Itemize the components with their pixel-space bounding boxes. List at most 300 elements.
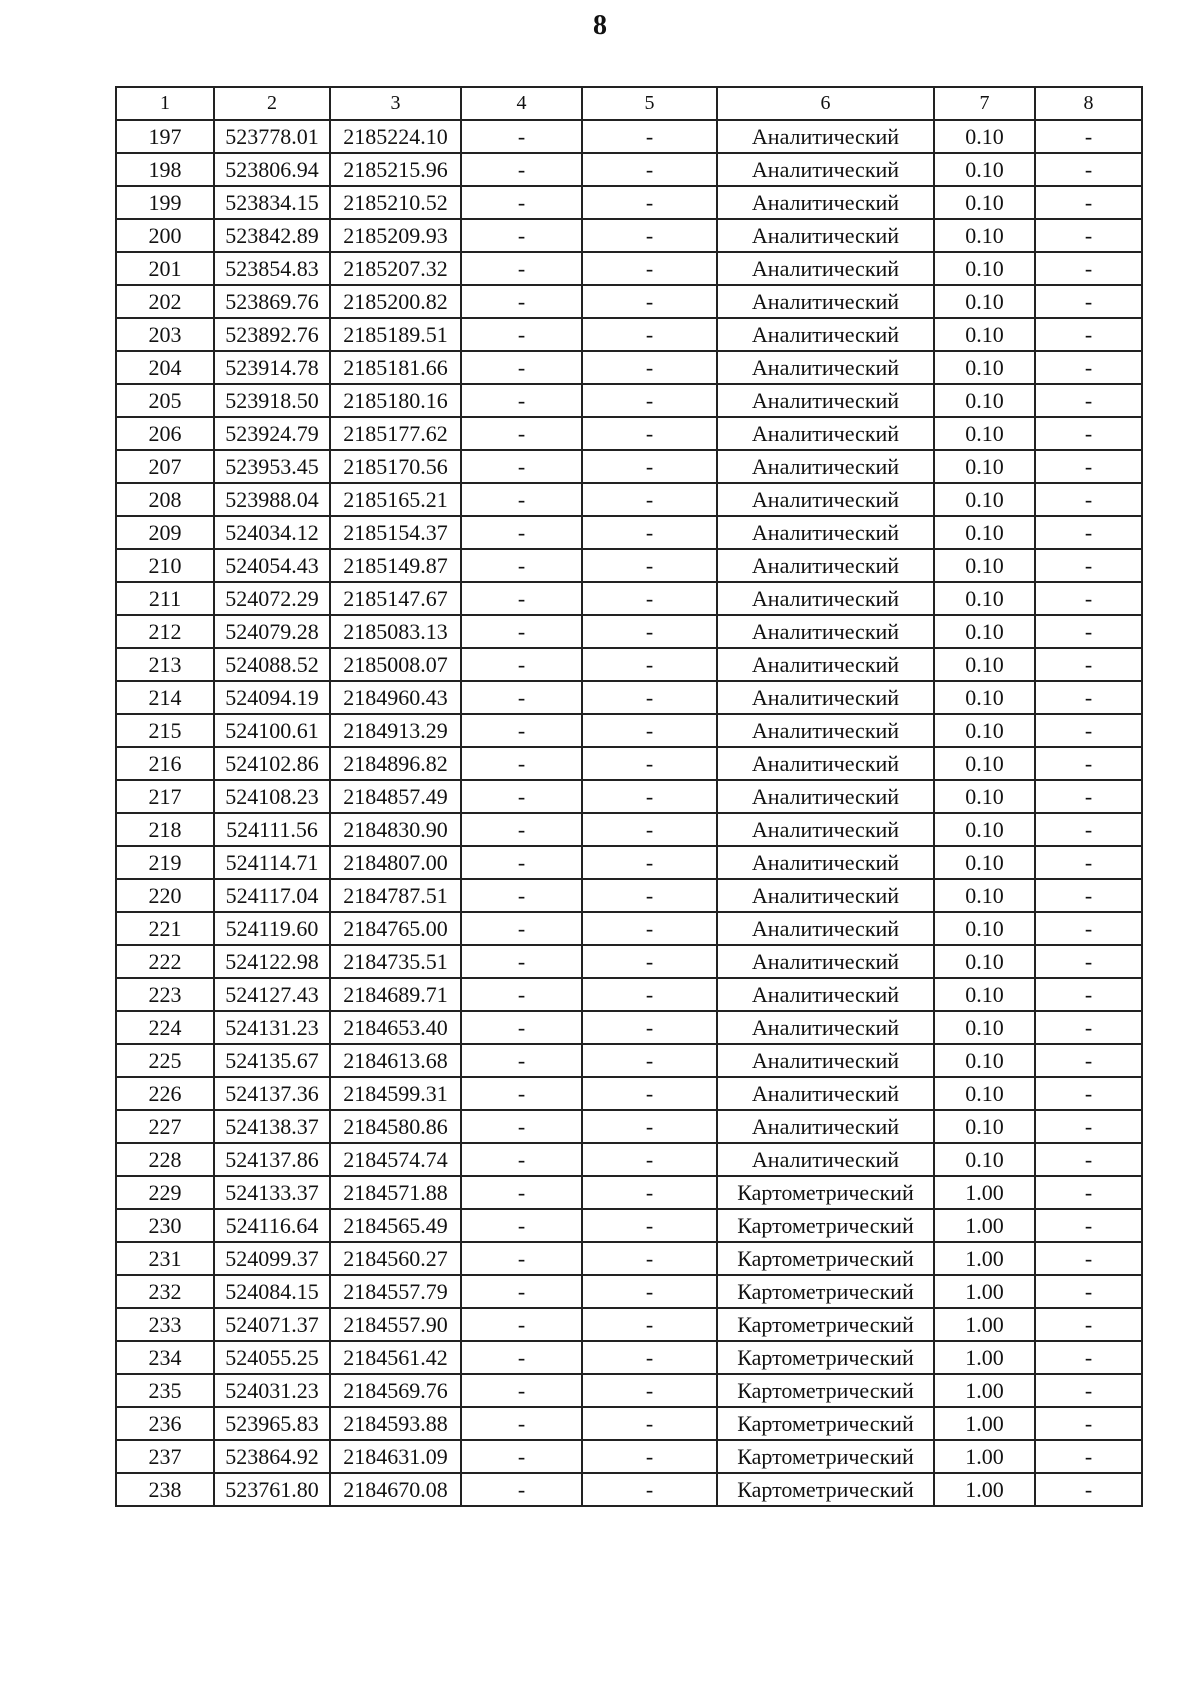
cell-coord-x: 523854.83 — [214, 252, 330, 285]
cell-col-8: - — [1035, 1308, 1142, 1341]
cell-coord-y: 2184807.00 — [330, 846, 461, 879]
cell-accuracy: 1.00 — [934, 1440, 1035, 1473]
table-row — [116, 780, 1142, 813]
cell-method: Аналитический — [717, 417, 934, 450]
cell-point-number: 210 — [116, 549, 214, 582]
cell-col-8: - — [1035, 1209, 1142, 1242]
cell-col-5: - — [582, 681, 717, 714]
table-row — [116, 1077, 1142, 1110]
cell-col-4: - — [461, 615, 582, 648]
cell-point-number: 198 — [116, 153, 214, 186]
table-row — [116, 978, 1142, 1011]
cell-col-4: - — [461, 1044, 582, 1077]
cell-point-number: 224 — [116, 1011, 214, 1044]
cell-coord-x: 524122.98 — [214, 945, 330, 978]
table-row — [116, 582, 1142, 615]
cell-col-5: - — [582, 219, 717, 252]
table-row — [116, 714, 1142, 747]
cell-coord-y: 2185215.96 — [330, 153, 461, 186]
cell-coord-x: 524055.25 — [214, 1341, 330, 1374]
cell-method: Аналитический — [717, 615, 934, 648]
cell-accuracy: 0.10 — [934, 186, 1035, 219]
column-header-1: 1 — [116, 87, 214, 120]
cell-col-8: - — [1035, 1176, 1142, 1209]
cell-accuracy: 1.00 — [934, 1209, 1035, 1242]
cell-point-number: 204 — [116, 351, 214, 384]
cell-method: Аналитический — [717, 351, 934, 384]
cell-col-4: - — [461, 978, 582, 1011]
cell-method: Аналитический — [717, 450, 934, 483]
cell-coord-x: 524031.23 — [214, 1374, 330, 1407]
cell-method: Аналитический — [717, 252, 934, 285]
cell-point-number: 233 — [116, 1308, 214, 1341]
cell-coord-y: 2184571.88 — [330, 1176, 461, 1209]
cell-point-number: 197 — [116, 120, 214, 153]
cell-col-4: - — [461, 648, 582, 681]
cell-point-number: 219 — [116, 846, 214, 879]
cell-point-number: 232 — [116, 1275, 214, 1308]
cell-col-4: - — [461, 384, 582, 417]
cell-point-number: 221 — [116, 912, 214, 945]
cell-col-8: - — [1035, 615, 1142, 648]
cell-col-8: - — [1035, 153, 1142, 186]
cell-col-4: - — [461, 1110, 582, 1143]
cell-coord-y: 2185170.56 — [330, 450, 461, 483]
cell-col-8: - — [1035, 1143, 1142, 1176]
table-row — [116, 285, 1142, 318]
cell-coord-y: 2185149.87 — [330, 549, 461, 582]
cell-col-4: - — [461, 747, 582, 780]
cell-col-4: - — [461, 549, 582, 582]
cell-method: Аналитический — [717, 384, 934, 417]
cell-col-5: - — [582, 879, 717, 912]
cell-col-5: - — [582, 813, 717, 846]
cell-coord-y: 2185147.67 — [330, 582, 461, 615]
cell-col-4: - — [461, 681, 582, 714]
cell-col-4: - — [461, 1407, 582, 1440]
cell-coord-x: 523924.79 — [214, 417, 330, 450]
table-row — [116, 549, 1142, 582]
cell-point-number: 211 — [116, 582, 214, 615]
cell-col-5: - — [582, 153, 717, 186]
cell-col-4: - — [461, 1440, 582, 1473]
cell-coord-x: 523988.04 — [214, 483, 330, 516]
cell-col-4: - — [461, 153, 582, 186]
cell-accuracy: 0.10 — [934, 1143, 1035, 1176]
cell-method: Аналитический — [717, 813, 934, 846]
cell-method: Аналитический — [717, 780, 934, 813]
cell-coord-y: 2185209.93 — [330, 219, 461, 252]
cell-col-8: - — [1035, 1242, 1142, 1275]
cell-col-5: - — [582, 648, 717, 681]
cell-coord-y: 2185177.62 — [330, 417, 461, 450]
cell-method: Аналитический — [717, 318, 934, 351]
cell-accuracy: 1.00 — [934, 1176, 1035, 1209]
page-number: 8 — [593, 10, 607, 41]
cell-coord-y: 2184765.00 — [330, 912, 461, 945]
cell-col-8: - — [1035, 318, 1142, 351]
table-row — [116, 1110, 1142, 1143]
cell-col-8: - — [1035, 483, 1142, 516]
cell-coord-x: 524117.04 — [214, 879, 330, 912]
cell-method: Аналитический — [717, 846, 934, 879]
cell-accuracy: 1.00 — [934, 1275, 1035, 1308]
table-row — [116, 1209, 1142, 1242]
cell-col-8: - — [1035, 120, 1142, 153]
cell-col-4: - — [461, 1473, 582, 1506]
cell-method: Картометрический — [717, 1176, 934, 1209]
cell-method: Картометрический — [717, 1308, 934, 1341]
table-row — [116, 450, 1142, 483]
cell-point-number: 205 — [116, 384, 214, 417]
cell-point-number: 230 — [116, 1209, 214, 1242]
cell-col-4: - — [461, 351, 582, 384]
cell-col-8: - — [1035, 1275, 1142, 1308]
cell-col-5: - — [582, 120, 717, 153]
cell-accuracy: 0.10 — [934, 252, 1035, 285]
cell-coord-x: 524133.37 — [214, 1176, 330, 1209]
cell-col-5: - — [582, 1275, 717, 1308]
cell-coord-x: 524131.23 — [214, 1011, 330, 1044]
cell-coord-x: 523892.76 — [214, 318, 330, 351]
cell-point-number: 201 — [116, 252, 214, 285]
cell-coord-y: 2184735.51 — [330, 945, 461, 978]
cell-accuracy: 0.10 — [934, 582, 1035, 615]
cell-col-5: - — [582, 615, 717, 648]
cell-accuracy: 0.10 — [934, 1077, 1035, 1110]
cell-col-4: - — [461, 780, 582, 813]
cell-coord-y: 2185200.82 — [330, 285, 461, 318]
cell-method: Аналитический — [717, 747, 934, 780]
cell-accuracy: 0.10 — [934, 912, 1035, 945]
cell-point-number: 235 — [116, 1374, 214, 1407]
cell-col-4: - — [461, 813, 582, 846]
cell-point-number: 237 — [116, 1440, 214, 1473]
cell-point-number: 226 — [116, 1077, 214, 1110]
cell-coord-x: 523761.80 — [214, 1473, 330, 1506]
cell-coord-x: 524094.19 — [214, 681, 330, 714]
table-row — [116, 912, 1142, 945]
cell-coord-y: 2184565.49 — [330, 1209, 461, 1242]
cell-col-5: - — [582, 1209, 717, 1242]
table-body — [116, 120, 1142, 1506]
table-row — [116, 219, 1142, 252]
cell-method: Картометрический — [717, 1209, 934, 1242]
table-row — [116, 1044, 1142, 1077]
cell-point-number: 207 — [116, 450, 214, 483]
cell-col-8: - — [1035, 582, 1142, 615]
table-row — [116, 879, 1142, 912]
cell-coord-y: 2184561.42 — [330, 1341, 461, 1374]
cell-col-4: - — [461, 1209, 582, 1242]
cell-coord-x: 523806.94 — [214, 153, 330, 186]
cell-coord-y: 2184960.43 — [330, 681, 461, 714]
cell-method: Аналитический — [717, 516, 934, 549]
cell-accuracy: 1.00 — [934, 1473, 1035, 1506]
table-row — [116, 846, 1142, 879]
table-row — [116, 120, 1142, 153]
cell-point-number: 229 — [116, 1176, 214, 1209]
cell-col-4: - — [461, 714, 582, 747]
cell-accuracy: 0.10 — [934, 714, 1035, 747]
table-row — [116, 1242, 1142, 1275]
cell-coord-x: 523864.92 — [214, 1440, 330, 1473]
cell-col-8: - — [1035, 1407, 1142, 1440]
cell-col-8: - — [1035, 450, 1142, 483]
cell-accuracy: 0.10 — [934, 1110, 1035, 1143]
cell-col-5: - — [582, 1044, 717, 1077]
cell-accuracy: 0.10 — [934, 615, 1035, 648]
cell-coord-y: 2185154.37 — [330, 516, 461, 549]
cell-col-5: - — [582, 450, 717, 483]
cell-point-number: 212 — [116, 615, 214, 648]
cell-col-5: - — [582, 1308, 717, 1341]
cell-point-number: 203 — [116, 318, 214, 351]
cell-coord-y: 2184896.82 — [330, 747, 461, 780]
cell-col-8: - — [1035, 813, 1142, 846]
cell-method: Картометрический — [717, 1242, 934, 1275]
cell-col-8: - — [1035, 351, 1142, 384]
cell-coord-y: 2184830.90 — [330, 813, 461, 846]
cell-coord-y: 2185083.13 — [330, 615, 461, 648]
table-row — [116, 384, 1142, 417]
cell-col-5: - — [582, 582, 717, 615]
cell-coord-x: 524137.36 — [214, 1077, 330, 1110]
cell-col-4: - — [461, 1275, 582, 1308]
cell-col-4: - — [461, 516, 582, 549]
cell-col-5: - — [582, 417, 717, 450]
cell-point-number: 234 — [116, 1341, 214, 1374]
cell-accuracy: 0.10 — [934, 1044, 1035, 1077]
cell-method: Картометрический — [717, 1407, 934, 1440]
cell-coord-x: 523869.76 — [214, 285, 330, 318]
cell-accuracy: 0.10 — [934, 285, 1035, 318]
column-header-3: 3 — [330, 87, 461, 120]
cell-col-8: - — [1035, 912, 1142, 945]
cell-method: Картометрический — [717, 1275, 934, 1308]
cell-col-5: - — [582, 1143, 717, 1176]
cell-coord-y: 2185181.66 — [330, 351, 461, 384]
cell-col-5: - — [582, 780, 717, 813]
cell-col-5: - — [582, 714, 717, 747]
cell-col-5: - — [582, 978, 717, 1011]
cell-col-4: - — [461, 186, 582, 219]
cell-col-5: - — [582, 252, 717, 285]
cell-col-4: - — [461, 1176, 582, 1209]
cell-method: Картометрический — [717, 1341, 934, 1374]
cell-coord-x: 523965.83 — [214, 1407, 330, 1440]
cell-coord-x: 524119.60 — [214, 912, 330, 945]
cell-coord-y: 2184557.90 — [330, 1308, 461, 1341]
cell-coord-x: 523914.78 — [214, 351, 330, 384]
cell-col-4: - — [461, 1308, 582, 1341]
cell-coord-y: 2184574.74 — [330, 1143, 461, 1176]
cell-accuracy: 0.10 — [934, 153, 1035, 186]
cell-accuracy: 0.10 — [934, 120, 1035, 153]
coordinates-table — [115, 86, 1143, 1507]
cell-col-8: - — [1035, 1473, 1142, 1506]
cell-point-number: 231 — [116, 1242, 214, 1275]
cell-point-number: 227 — [116, 1110, 214, 1143]
cell-col-4: - — [461, 1077, 582, 1110]
cell-coord-y: 2185165.21 — [330, 483, 461, 516]
table-row — [116, 252, 1142, 285]
table-row — [116, 648, 1142, 681]
cell-col-4: - — [461, 285, 582, 318]
column-header-5: 5 — [582, 87, 717, 120]
cell-col-4: - — [461, 1242, 582, 1275]
cell-col-4: - — [461, 945, 582, 978]
table-row — [116, 318, 1142, 351]
cell-coord-y: 2184593.88 — [330, 1407, 461, 1440]
cell-accuracy: 0.10 — [934, 384, 1035, 417]
cell-coord-y: 2184560.27 — [330, 1242, 461, 1275]
cell-accuracy: 0.10 — [934, 879, 1035, 912]
cell-col-5: - — [582, 1374, 717, 1407]
column-header-4: 4 — [461, 87, 582, 120]
cell-col-8: - — [1035, 1374, 1142, 1407]
cell-coord-x: 524034.12 — [214, 516, 330, 549]
cell-col-8: - — [1035, 1341, 1142, 1374]
cell-point-number: 238 — [116, 1473, 214, 1506]
cell-point-number: 223 — [116, 978, 214, 1011]
cell-col-5: - — [582, 1440, 717, 1473]
table-row — [116, 1011, 1142, 1044]
cell-point-number: 222 — [116, 945, 214, 978]
cell-col-8: - — [1035, 747, 1142, 780]
column-header-8: 8 — [1035, 87, 1142, 120]
table-row — [116, 681, 1142, 714]
cell-coord-x: 523834.15 — [214, 186, 330, 219]
cell-coord-x: 524072.29 — [214, 582, 330, 615]
cell-method: Аналитический — [717, 1044, 934, 1077]
cell-method: Аналитический — [717, 648, 934, 681]
cell-accuracy: 0.10 — [934, 417, 1035, 450]
cell-coord-x: 524127.43 — [214, 978, 330, 1011]
cell-col-4: - — [461, 450, 582, 483]
cell-coord-x: 524108.23 — [214, 780, 330, 813]
cell-accuracy: 0.10 — [934, 945, 1035, 978]
cell-col-8: - — [1035, 186, 1142, 219]
cell-accuracy: 0.10 — [934, 978, 1035, 1011]
cell-col-8: - — [1035, 978, 1142, 1011]
cell-point-number: 218 — [116, 813, 214, 846]
cell-coord-y: 2184613.68 — [330, 1044, 461, 1077]
cell-method: Аналитический — [717, 681, 934, 714]
cell-accuracy: 0.10 — [934, 516, 1035, 549]
cell-col-5: - — [582, 846, 717, 879]
cell-method: Аналитический — [717, 879, 934, 912]
cell-coord-x: 524079.28 — [214, 615, 330, 648]
cell-coord-x: 524102.86 — [214, 747, 330, 780]
cell-method: Аналитический — [717, 714, 934, 747]
cell-method: Аналитический — [717, 219, 934, 252]
cell-col-8: - — [1035, 648, 1142, 681]
cell-point-number: 216 — [116, 747, 214, 780]
cell-col-8: - — [1035, 879, 1142, 912]
cell-point-number: 225 — [116, 1044, 214, 1077]
cell-accuracy: 0.10 — [934, 351, 1035, 384]
cell-coord-y: 2184857.49 — [330, 780, 461, 813]
cell-col-5: - — [582, 516, 717, 549]
cell-method: Картометрический — [717, 1374, 934, 1407]
column-header-7: 7 — [934, 87, 1035, 120]
cell-point-number: 220 — [116, 879, 214, 912]
cell-point-number: 208 — [116, 483, 214, 516]
cell-coord-y: 2184653.40 — [330, 1011, 461, 1044]
cell-coord-x: 524137.86 — [214, 1143, 330, 1176]
table-row — [116, 186, 1142, 219]
cell-point-number: 202 — [116, 285, 214, 318]
table-row — [116, 153, 1142, 186]
cell-col-5: - — [582, 1077, 717, 1110]
cell-accuracy: 1.00 — [934, 1374, 1035, 1407]
cell-point-number: 200 — [116, 219, 214, 252]
cell-coord-x: 524114.71 — [214, 846, 330, 879]
cell-accuracy: 1.00 — [934, 1308, 1035, 1341]
table-row — [116, 1143, 1142, 1176]
cell-col-5: - — [582, 1176, 717, 1209]
cell-coord-x: 524084.15 — [214, 1275, 330, 1308]
table-row — [116, 1176, 1142, 1209]
cell-col-4: - — [461, 879, 582, 912]
cell-point-number: 213 — [116, 648, 214, 681]
cell-col-8: - — [1035, 252, 1142, 285]
cell-col-5: - — [582, 1407, 717, 1440]
cell-accuracy: 0.10 — [934, 219, 1035, 252]
cell-coord-x: 524088.52 — [214, 648, 330, 681]
table-row — [116, 1407, 1142, 1440]
cell-col-5: - — [582, 285, 717, 318]
cell-method: Аналитический — [717, 582, 934, 615]
cell-accuracy: 1.00 — [934, 1242, 1035, 1275]
table-row — [116, 1341, 1142, 1374]
cell-point-number: 215 — [116, 714, 214, 747]
cell-coord-y: 2184913.29 — [330, 714, 461, 747]
column-header-6: 6 — [717, 87, 934, 120]
cell-point-number: 217 — [116, 780, 214, 813]
cell-col-8: - — [1035, 945, 1142, 978]
cell-col-8: - — [1035, 384, 1142, 417]
cell-col-5: - — [582, 549, 717, 582]
cell-coord-y: 2185189.51 — [330, 318, 461, 351]
cell-col-8: - — [1035, 219, 1142, 252]
cell-point-number: 199 — [116, 186, 214, 219]
cell-point-number: 214 — [116, 681, 214, 714]
cell-col-4: - — [461, 582, 582, 615]
cell-col-4: - — [461, 846, 582, 879]
cell-col-8: - — [1035, 1440, 1142, 1473]
cell-method: Аналитический — [717, 912, 934, 945]
cell-col-4: - — [461, 120, 582, 153]
cell-coord-x: 524138.37 — [214, 1110, 330, 1143]
cell-coord-y: 2185180.16 — [330, 384, 461, 417]
cell-method: Аналитический — [717, 186, 934, 219]
cell-accuracy: 0.10 — [934, 483, 1035, 516]
cell-coord-y: 2184689.71 — [330, 978, 461, 1011]
cell-col-8: - — [1035, 846, 1142, 879]
cell-method: Аналитический — [717, 285, 934, 318]
cell-coord-y: 2184569.76 — [330, 1374, 461, 1407]
cell-coord-y: 2185210.52 — [330, 186, 461, 219]
cell-coord-y: 2185224.10 — [330, 120, 461, 153]
cell-accuracy: 1.00 — [934, 1341, 1035, 1374]
cell-col-8: - — [1035, 516, 1142, 549]
cell-col-4: - — [461, 318, 582, 351]
cell-point-number: 209 — [116, 516, 214, 549]
cell-accuracy: 0.10 — [934, 549, 1035, 582]
cell-point-number: 206 — [116, 417, 214, 450]
